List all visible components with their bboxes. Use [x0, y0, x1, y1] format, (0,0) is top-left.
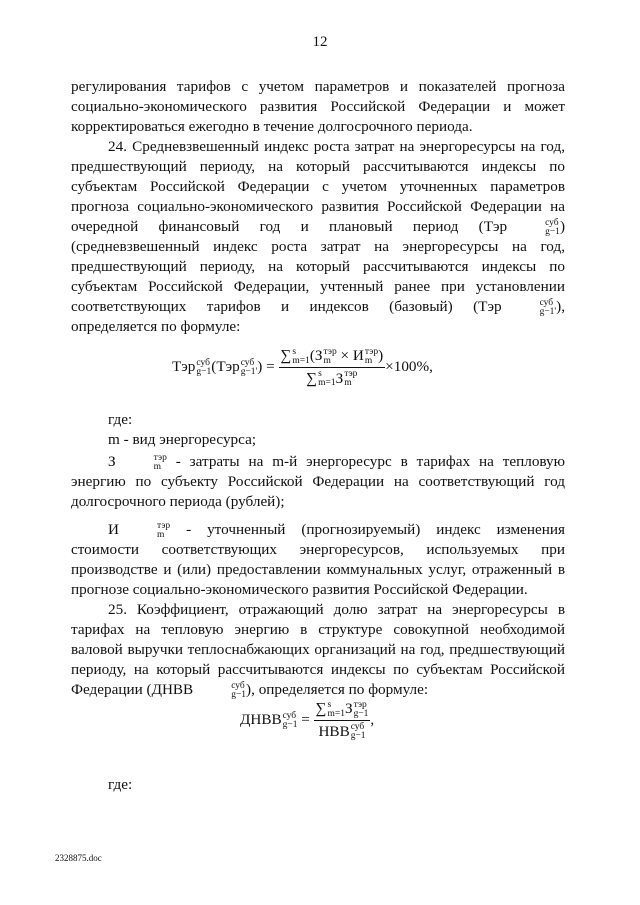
paragraph-continuation: регулирования тарифов с учетом параметров и показателей прогноза социально-экономического развития Российской Федерации и может корректироваться ежегодно в течение долгосрочного периода.	[71, 78, 565, 135]
formula-denominator: ∑ s m=1 З тэр m	[306, 369, 358, 389]
definition-m: m - вид энергоресурса;	[108, 431, 257, 448]
formula-fraction	[279, 347, 386, 388]
formula-dnvv-numerator: ∑ s m=1 З тэр g−1	[315, 699, 369, 719]
document-footer: 2328875.doc	[55, 853, 102, 863]
definition-i: И тэр m - уточненный (прогнозируемый) индекс изменения стоимости соответствующих энергоресурсов, используемых при производстве и (или) предоставлении коммунальных услуг, отраженный в прогнозе социально-экономического развития Российской Федерации.	[71, 520, 565, 598]
formula-numerator: ∑ s m=1 (З тэр m × И тэр m )	[280, 346, 384, 366]
formula-dnvv-fraction	[314, 700, 371, 741]
symbol-ter-sub: Тэр суб g−1	[483, 217, 560, 237]
symbol-ter-base: Тэр суб g−1'	[478, 297, 557, 317]
where-label-2: где:	[108, 776, 133, 793]
definitions-block	[71, 410, 565, 700]
paragraph-24: 24. Средневзвешенный индекс роста затрат на энергоресурсы на год, предшествующий периоду, на который рассчитываются индексы по субъектам Российской Федерации с учетом уточненных параметров прогноза социально-экономического развития Российской Федерации на очередной финансовый год и плановый период (Тэр суб g−1 ) (средневзвешенный индекс роста затрат на энергоресурсы на год, предшествующий периоду, на который рассчитываются индексы по субъектам Российской Федерации, учтенный ранее при установлении соответствующих тарифов и индексов (базовый) (Тэр суб g−1' ), определяется по формуле:	[71, 138, 565, 335]
body-text-top	[71, 77, 565, 337]
page-number: 12	[312, 34, 328, 50]
formula-dnvv-denominator: НВВ суб g−1	[318, 722, 366, 742]
where-label-1: где:	[108, 411, 133, 428]
formula-dnvv: ДНВВ суб g−1 = ∑ s m=1 З тэр g−1 НВВ суб g−1 ,	[240, 699, 375, 742]
symbol-dnvv: ДНВВ суб g−1	[151, 680, 247, 700]
symbol-i: И тэр m	[108, 520, 171, 540]
symbol-z: З тэр m	[108, 452, 167, 472]
definition-z: З тэр m - затраты на m-й энергоресурс в тарифах на тепловую энергию по субъекту Российской Федерации на соответствующий год долгосрочного периода (рублей);	[71, 452, 566, 510]
where-block-2	[71, 775, 565, 795]
paragraph-25: 25. Коэффициент, отражающий долю затрат на энергоресурсы в тарифах на тепловую энергию в структуре совокупной необходимой валовой выручки теплоснабжающих организаций на год, предшествующий периоду, на который рассчитываются индексы по субъектам Российской Федерации (ДНВВ суб g−1 ), определяется по формуле:	[71, 601, 565, 700]
formula-ter-index: Тэр суб g−1 (Тэр суб g−1' ) = ∑ s m=1 (З тэр m × И тэр m ) ∑ s m=1 З тэр m ×100%,	[172, 346, 433, 389]
